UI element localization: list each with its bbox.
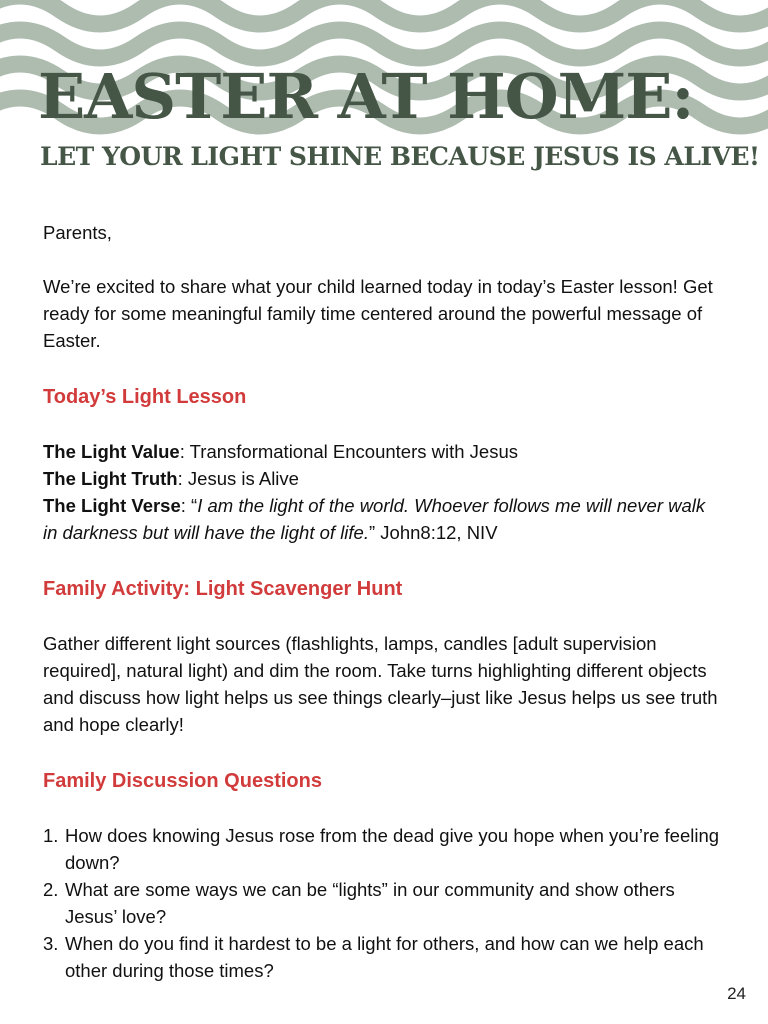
light-value-text: : Transformational Encounters with Jesus [179, 441, 519, 462]
page-title: EASTER AT HOME: [38, 60, 694, 133]
light-value-label: The Light Value [43, 441, 180, 462]
list-item-text: How does knowing Jesus rose from the dead give you hope when you’re feeling down? [65, 825, 720, 873]
light-verse-line [43, 492, 723, 546]
page-subtitle: LET YOUR LIGHT SHINE BECAUSE JESUS IS ALIVE! [40, 142, 760, 171]
light-verse-quote: I am the light of the world. Whoever follows me will never walk in darkness but will have the light of life. [43, 495, 706, 543]
discussion-questions-list [43, 822, 723, 984]
greeting: Parents, [43, 222, 112, 243]
light-verse-label: The Light Verse [43, 495, 181, 516]
list-item [43, 876, 723, 930]
family-activity-text: Gather different light sources (flashlights, lamps, candles [adult supervision required], natural light) and dim the room. Take turns highlighting different objects and discuss how light helps us see things clearly–just like Jesus helps us see truth and hope clearly! [43, 633, 718, 735]
intro-paragraph: We’re excited to share what your child learned today in today’s Easter lesson! Get ready for some meaningful family time centered around the powerful message of Easter. [43, 276, 713, 351]
light-truth-text: : Jesus is Alive [177, 468, 299, 489]
list-item [43, 930, 723, 984]
light-lesson-heading: Today’s Light Lesson [43, 386, 247, 408]
list-item-number: 2. [43, 879, 59, 900]
list-item-number: 1. [43, 825, 59, 846]
page-number: 24 [727, 984, 746, 1003]
main-content [43, 219, 723, 984]
light-truth-label: The Light Truth [43, 468, 178, 489]
light-truth-line [43, 465, 723, 492]
list-item-text: When do you find it hardest to be a light for others, and how can we help each other during those times? [65, 933, 704, 981]
family-activity-heading: Family Activity: Light Scavenger Hunt [43, 578, 403, 600]
list-item-text: What are some ways we can be “lights” in our community and show others Jesus’ love? [65, 879, 675, 927]
list-item-number: 3. [43, 933, 59, 954]
light-verse-open: : “ [180, 495, 198, 516]
discussion-questions-heading: Family Discussion Questions [43, 770, 322, 792]
list-item [43, 822, 723, 876]
light-value-line [43, 438, 723, 465]
light-verse-reference: ” John8:12, NIV [368, 522, 498, 543]
